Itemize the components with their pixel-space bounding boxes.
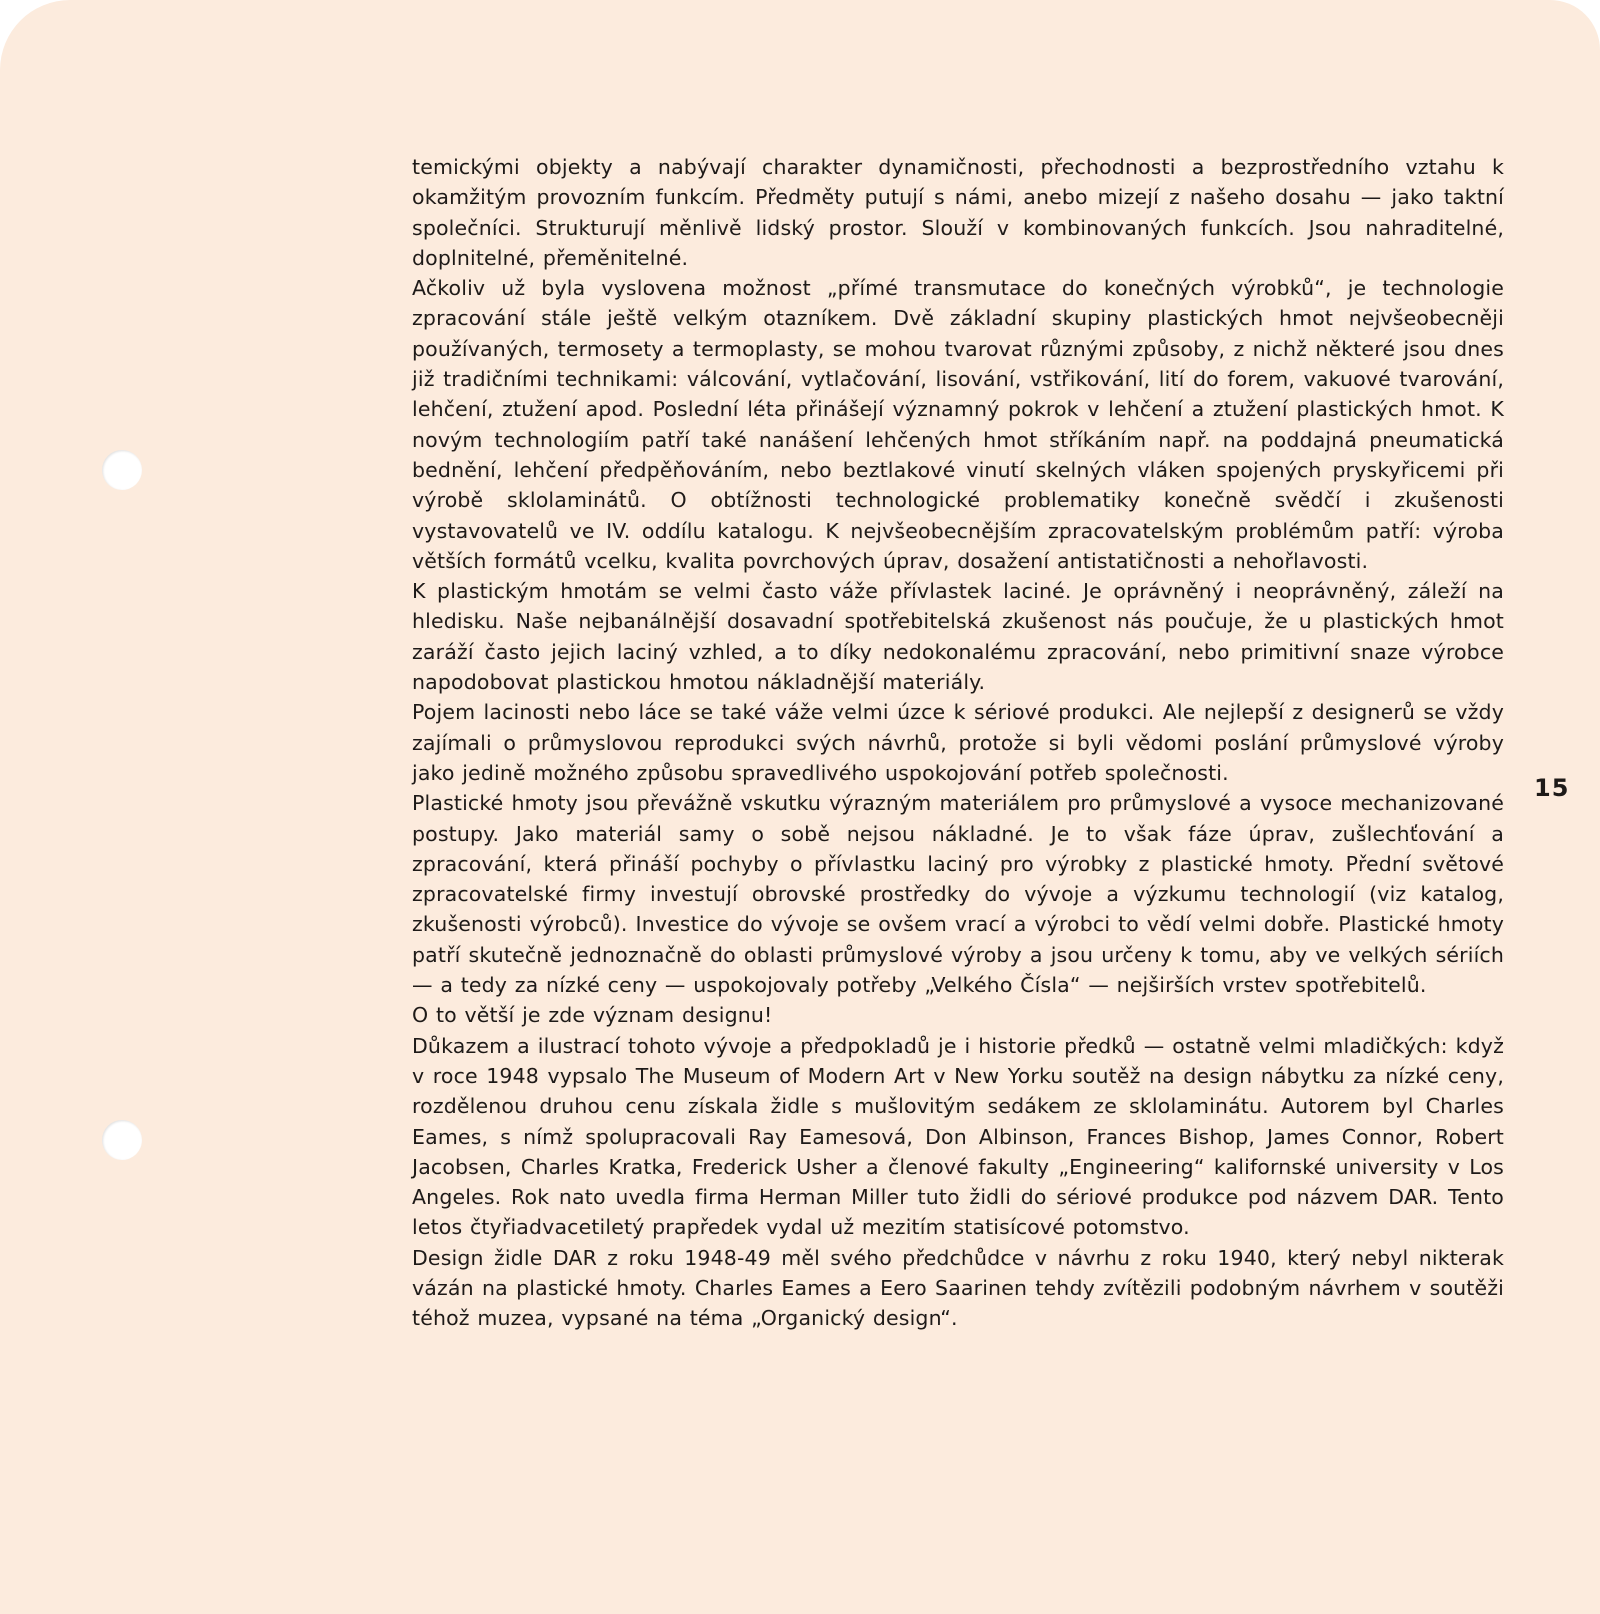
paragraph: O to větší je zde význam designu! bbox=[412, 1003, 773, 1028]
punch-hole-top bbox=[102, 450, 142, 490]
body-text bbox=[412, 152, 1504, 1334]
paragraph: K plastickým hmotám se velmi často váže přívlastek laciné. Je oprávněný i neoprávněný, záleží na hledisku. Naše nejbanálnější dosavadní spotřebitelská zkušenost nás poučuje, že u plastických hmot zaráží často jejich laciný vzhled, a to díky nedokonalému zpracování, nebo primitivní snaze výrobce napodobovat plastickou hmotou nákladnější materiály. bbox=[412, 579, 1504, 695]
paragraph: Ačkoliv už byla vyslovena možnost „přímé transmutace do konečných výrobků“, je technologie zpracování stále ještě velkým otazníkem. Dvě základní skupiny plastických hmot nejvšeobecněji používaných, termosety a termoplasty, se mohou tvarovat různými způsoby, z nichž některé jsou dnes již tradičními technikami: válcování, vytlačování, lisování, vstřikování, lití do forem, vakuové tvarování, lehčení, ztužení apod. Poslední léta přinášejí významný pokrok v lehčení a ztužení plastických hmot. K novým technologiím patří také nanášení lehčených hmot stříkáním např. na poddajná pneumatická bednění, lehčení předpěňováním, nebo beztlakové vinutí skelných vláken spojených pryskyřicemi při výrobě sklolaminátů. O obtížnosti technologické problematiky konečně svědčí i zkušenosti vystavovatelů ve IV. oddílu katalogu. K nejvšeobecnějším zpracovatelským problémům patří: výroba větších formátů vcelku, kvalita povrchových úprav, dosažení antistatičnosti a nehořlavosti. bbox=[412, 276, 1504, 573]
paragraph: Důkazem a ilustrací tohoto vývoje a předpokladů je i historie předků — ostatně velmi mladičkých: když v roce 1948 vypsalo The Museum of Modern Art v New Yorku soutěž na design nábytku za nízké ceny, rozdělenou druhou cenu získala židle s mušlovitým sedákem ze sklolaminátu. Autorem byl Charles Eames, s nímž spolupracovali Ray Eamesová, Don Albinson, Frances Bishop, James Connor, Robert Jacobsen, Charles Kratka, Frederick Usher a členové fakulty „Engineering“ kalifornské university v Los Angeles. Rok nato uvedla firma Herman Miller tuto židli do sériové produkce pod názvem DAR. Tento letos čtyřiadvacetiletý prapředek vydal už mezitím statisícové potomstvo. bbox=[412, 1033, 1504, 1240]
paragraph: temickými objekty a nabývají charakter dynamičnosti, přechodnosti a bezprostředního vztahu k okamžitým provozním funkcím. Předměty putují s námi, anebo mizejí z našeho dosahu — jako taktní společníci. Strukturují měnlivě lidský prostor. Slouží v kombinovaných funkcích. Jsou nahraditelné, doplnitelné, přeměnitelné. bbox=[412, 155, 1504, 270]
paragraph: Plastické hmoty jsou převážně vskutku výrazným materiálem pro průmyslové a vysoce mechanizované postupy. Jako materiál samy o sobě nejsou nákladné. Je to však fáze úprav, zušlechťování a zpracování, která přináší pochyby o přívlastku laciný pro výrobky z plastické hmoty. Přední světové zpracovatelské firmy investují obrovské prostředky do vývoje a výzkumu technologií (viz katalog, zkušenosti výrobců). Investice do vývoje se ovšem vrací a výrobci to vědí velmi dobře. Plastické hmoty patří skutečně jednoznačně do oblasti průmyslové výroby a jsou určeny k tomu, aby ve velkých sériích — a tedy za nízké ceny — uspokojovaly potřeby „Velkého Čísla“ — nejširších vrstev spotřebitelů. bbox=[412, 791, 1504, 998]
paragraph: Design židle DAR z roku 1948-49 měl svého předchůdce v návrhu z roku 1940, který nebyl nikterak vázán na plastické hmoty. Charles Eames a Eero Saarinen tehdy zvítězili podobným návrhem v soutěži téhož muzea, vypsané na téma „Organický design“. bbox=[412, 1245, 1504, 1331]
punch-hole-bottom bbox=[102, 1120, 142, 1160]
page-number: 15 bbox=[1534, 774, 1570, 802]
paragraph: Pojem lacinosti nebo láce se také váže velmi úzce k sériové produkci. Ale nejlepší z designerů se vždy zajímali o průmyslovou reprodukci svých návrhů, protože si byli vědomi poslání průmyslové výroby jako jedině možného způsobu spravedlivého uspokojování potřeb společnosti. bbox=[412, 700, 1504, 785]
